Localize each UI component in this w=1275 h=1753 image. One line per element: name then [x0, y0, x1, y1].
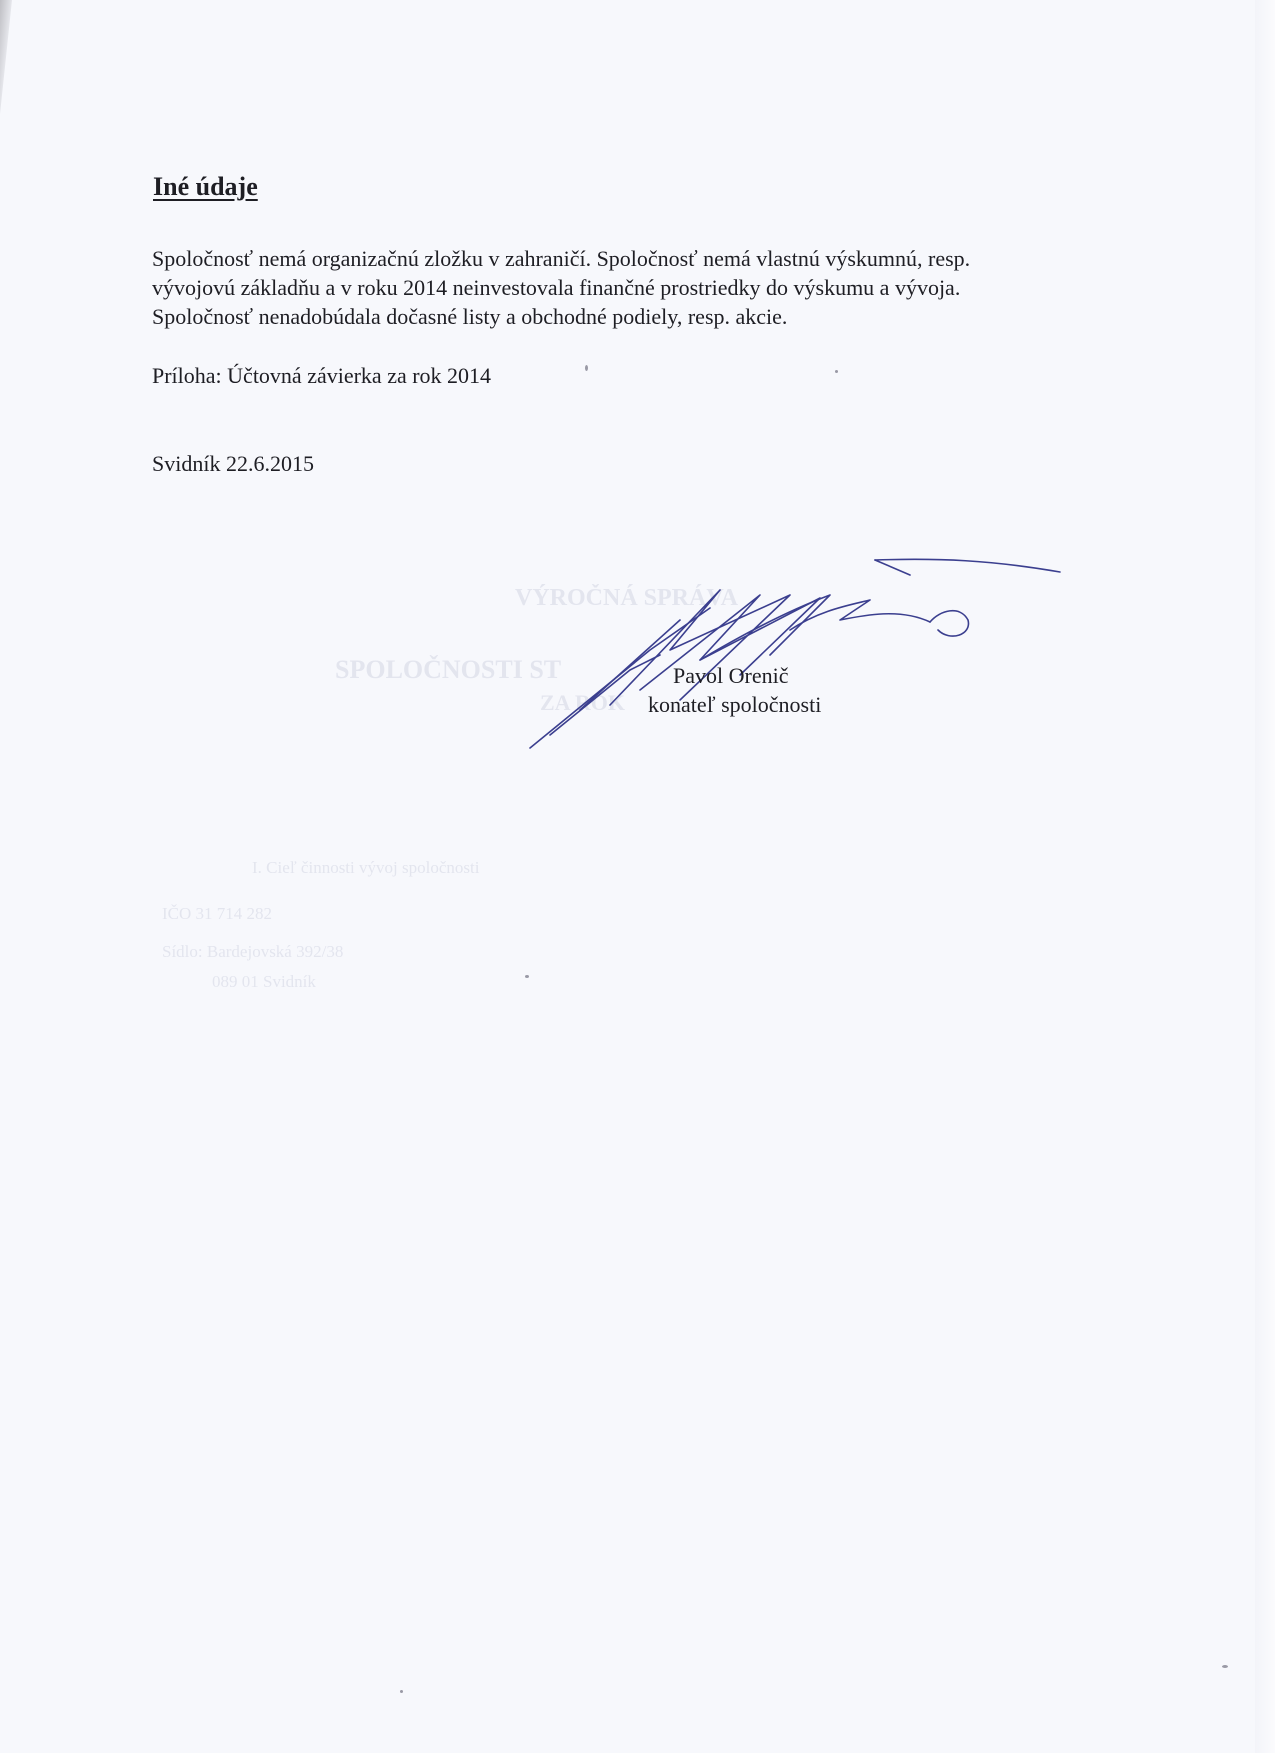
bleed-through-line: 089 01 Svidník	[212, 972, 316, 991]
scan-edge-shadow	[0, 0, 12, 210]
bleed-through-line: SPOLOČNOSTI ST	[335, 655, 562, 684]
scan-speck	[400, 1690, 403, 1693]
scan-speck	[835, 370, 838, 373]
paragraph-line: vývojovú základňu a v roku 2014 neinvestovala finančné prostriedky do výskumu a vývoja.	[152, 275, 961, 300]
signer-role: konateľ spoločnosti	[648, 692, 822, 717]
attachment-note: Príloha: Účtovná závierka za rok 2014	[152, 363, 492, 388]
scan-right-margin	[1255, 0, 1275, 1753]
bleed-through-line: ZA ROK	[540, 690, 625, 715]
paragraph-line: Spoločnosť nenadobúdala dočasné listy a obchodné podiely, resp. akcie.	[152, 304, 788, 329]
bleed-through-line: IČO 31 714 282	[162, 904, 273, 923]
place-date: Svidník 22.6.2015	[152, 451, 314, 476]
scan-speck	[585, 365, 588, 371]
scan-speck	[525, 975, 529, 978]
bleed-through-line: VÝROČNÁ SPRÁVA	[515, 585, 738, 611]
bleed-through-line: Sídlo: Bardejovská 392/38	[162, 942, 344, 961]
bleed-through-line: I. Cieľ činnosti vývoj spoločnosti	[252, 858, 480, 877]
signature-icon	[520, 550, 1080, 760]
section-heading: Iné údaje	[153, 172, 258, 201]
body-paragraph	[152, 244, 1132, 331]
paragraph-line: Spoločnosť nemá organizačnú zložku v zahraničí. Spoločnosť nemá vlastnú výskumnú, resp.	[152, 246, 971, 271]
signer-name: Pavol Orenič	[673, 663, 789, 688]
scan-speck	[1222, 1665, 1228, 1668]
